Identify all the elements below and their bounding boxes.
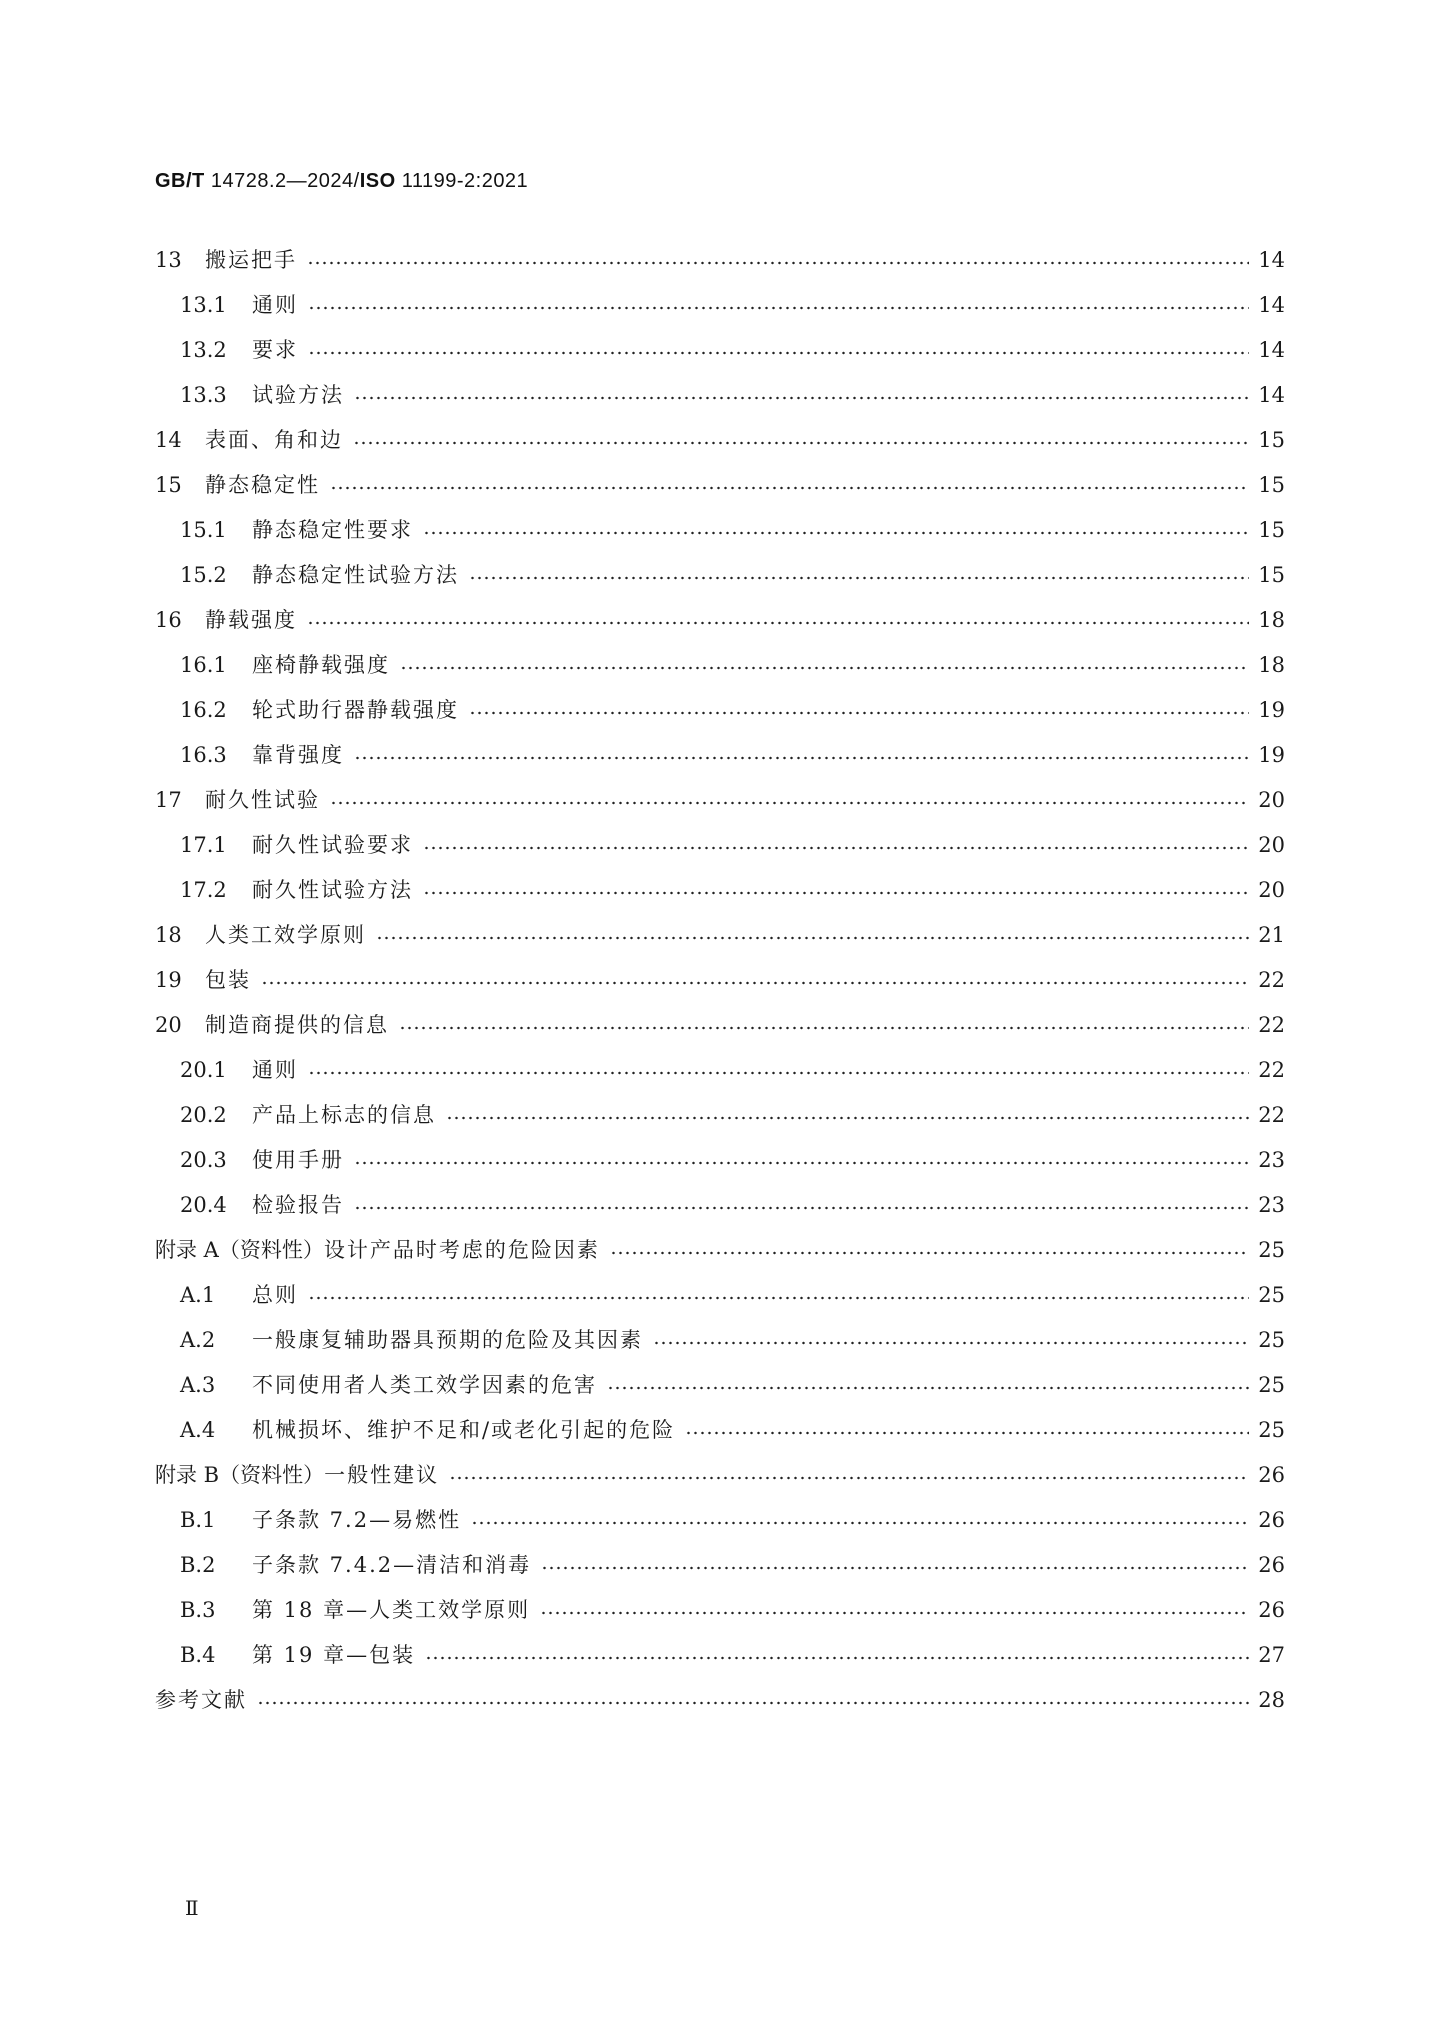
toc-leader-dots	[425, 1656, 1249, 1660]
toc-entry-number: 17.1	[180, 833, 227, 857]
toc-entry-page: 15	[1258, 563, 1285, 587]
toc-entry-title: 靠背强度	[252, 743, 344, 767]
toc-entry[interactable]	[155, 1588, 1285, 1633]
toc-entry-page: 22	[1258, 1058, 1285, 1082]
toc-entry-page: 21	[1258, 923, 1285, 947]
toc-entry[interactable]	[155, 913, 1285, 958]
toc-entry[interactable]	[155, 1633, 1285, 1678]
toc-leader-dots	[257, 1701, 1249, 1705]
toc-entry-title: 通则	[252, 1058, 298, 1082]
toc-entry-page: 14	[1258, 293, 1285, 317]
toc-entry[interactable]	[155, 1453, 1285, 1498]
toc-entry-title: 一般康复辅助器具预期的危险及其因素	[252, 1328, 643, 1352]
toc-entry[interactable]	[155, 1363, 1285, 1408]
toc-leader-dots	[469, 576, 1249, 580]
standard-number: 14728.2—2024/	[210, 170, 360, 192]
toc-entry[interactable]	[155, 1678, 1285, 1723]
table-of-contents	[155, 238, 1285, 1723]
toc-entry-title: 机械损坏、维护不足和/或老化引起的危险	[252, 1418, 676, 1442]
toc-entry-title: 总则	[252, 1283, 298, 1307]
toc-entry-number: 14	[155, 428, 182, 452]
toc-entry[interactable]	[155, 733, 1285, 778]
toc-entry-page: 22	[1258, 968, 1285, 992]
toc-leader-dots	[400, 666, 1249, 670]
toc-leader-dots	[354, 756, 1249, 760]
toc-leader-dots	[354, 1161, 1249, 1165]
toc-entry-number: 20.1	[180, 1058, 227, 1082]
toc-entry[interactable]	[155, 328, 1285, 373]
toc-leader-dots	[330, 801, 1249, 805]
toc-entry-page: 26	[1258, 1463, 1285, 1487]
toc-leader-dots	[471, 1521, 1249, 1525]
toc-entry-title: 通则	[252, 293, 298, 317]
toc-entry-title: 检验报告	[252, 1193, 344, 1217]
toc-entry-title: 子条款 7.4.2—清洁和消毒	[252, 1553, 532, 1577]
toc-entry-number: 13.2	[180, 338, 227, 362]
toc-entry[interactable]	[155, 373, 1285, 418]
toc-entry-title: 耐久性试验要求	[252, 833, 413, 857]
toc-entry-number: 13.1	[180, 293, 227, 317]
toc-entry[interactable]	[155, 238, 1285, 283]
toc-leader-dots	[376, 936, 1249, 940]
toc-entry[interactable]	[155, 1498, 1285, 1543]
toc-entry[interactable]	[155, 553, 1285, 598]
toc-entry-title: 耐久性试验	[205, 788, 320, 812]
toc-entry[interactable]	[155, 1003, 1285, 1048]
toc-entry-title: 静态稳定性要求	[252, 518, 413, 542]
toc-entry-title: 静态稳定性试验方法	[252, 563, 459, 587]
toc-entry[interactable]	[155, 1048, 1285, 1093]
toc-entry[interactable]	[155, 508, 1285, 553]
toc-entry-title: 耐久性试验方法	[252, 878, 413, 902]
toc-leader-dots	[399, 1026, 1249, 1030]
toc-entry-page: 28	[1258, 1688, 1285, 1712]
toc-entry-title: 包装	[205, 968, 251, 992]
toc-entry-title: 座椅静载强度	[252, 653, 390, 677]
toc-leader-dots	[610, 1251, 1249, 1255]
toc-entry-number: 13	[155, 248, 182, 272]
page-number: Ⅱ	[185, 1896, 199, 1920]
toc-entry-title: 表面、角和边	[205, 428, 343, 452]
toc-entry[interactable]	[155, 1543, 1285, 1588]
toc-entry-number: A.3	[180, 1373, 216, 1397]
toc-entry-title: 静态稳定性	[205, 473, 320, 497]
toc-entry-page: 25	[1258, 1283, 1285, 1307]
toc-entry[interactable]	[155, 463, 1285, 508]
toc-entry-page: 26	[1258, 1598, 1285, 1622]
iso-label: ISO	[359, 170, 396, 192]
toc-entry-number: 15.1	[180, 518, 227, 542]
toc-leader-dots	[307, 621, 1249, 625]
toc-leader-dots	[261, 981, 1249, 985]
toc-entry-page: 20	[1258, 788, 1285, 812]
toc-leader-dots	[607, 1386, 1249, 1390]
toc-entry[interactable]	[155, 868, 1285, 913]
toc-entry-page: 25	[1258, 1328, 1285, 1352]
toc-entry[interactable]	[155, 823, 1285, 868]
toc-leader-dots	[308, 1071, 1249, 1075]
toc-entry[interactable]	[155, 1228, 1285, 1273]
toc-entry-number: 20.2	[180, 1103, 227, 1127]
toc-entry-page: 14	[1258, 338, 1285, 362]
toc-entry-number: 附录 A（资料性）	[155, 1238, 324, 1262]
toc-leader-dots	[446, 1116, 1249, 1120]
toc-leader-dots	[540, 1611, 1249, 1615]
toc-entry-title: 设计产品时考虑的危险因素	[323, 1238, 600, 1262]
toc-leader-dots	[423, 891, 1249, 895]
toc-entry-number: 16.1	[180, 653, 227, 677]
toc-leader-dots	[685, 1431, 1249, 1435]
toc-entry[interactable]	[155, 1318, 1285, 1363]
toc-entry-page: 23	[1258, 1193, 1285, 1217]
toc-entry-number: 13.3	[180, 383, 227, 407]
toc-leader-dots	[307, 261, 1249, 265]
toc-entry-number: 16.3	[180, 743, 227, 767]
toc-entry-title: 第 18 章—人类工效学原则	[252, 1598, 531, 1622]
toc-entry-title: 人类工效学原则	[205, 923, 366, 947]
toc-entry[interactable]	[155, 958, 1285, 1003]
toc-entry-page: 14	[1258, 248, 1285, 272]
toc-entry-number: 20	[155, 1013, 182, 1037]
standard-header	[155, 170, 528, 193]
toc-entry-number: A.2	[180, 1328, 216, 1352]
toc-entry-page: 18	[1258, 653, 1285, 677]
toc-leader-dots	[354, 1206, 1249, 1210]
toc-entry-page: 20	[1258, 833, 1285, 857]
toc-leader-dots	[354, 396, 1249, 400]
toc-entry-number: 18	[155, 923, 182, 947]
toc-entry-title: 试验方法	[252, 383, 344, 407]
toc-entry-title: 参考文献	[155, 1688, 247, 1712]
toc-entry-title: 产品上标志的信息	[252, 1103, 436, 1127]
toc-entry-number: 16.2	[180, 698, 227, 722]
toc-leader-dots	[423, 531, 1249, 535]
toc-entry-page: 25	[1258, 1238, 1285, 1262]
toc-entry[interactable]	[155, 283, 1285, 328]
toc-entry-page: 18	[1258, 608, 1285, 632]
toc-entry-page: 19	[1258, 743, 1285, 767]
toc-entry[interactable]	[155, 778, 1285, 823]
toc-leader-dots	[308, 306, 1249, 310]
toc-entry-title: 第 19 章—包装	[252, 1643, 416, 1667]
toc-entry-number: 15.2	[180, 563, 227, 587]
toc-entry-page: 26	[1258, 1553, 1285, 1577]
toc-leader-dots	[653, 1341, 1249, 1345]
toc-entry-number: 15	[155, 473, 182, 497]
standard-code: GB/T	[155, 170, 205, 192]
toc-entry-page: 20	[1258, 878, 1285, 902]
iso-number: 11199-2:2021	[401, 170, 529, 192]
toc-entry-page: 15	[1258, 518, 1285, 542]
toc-entry[interactable]	[155, 1183, 1285, 1228]
toc-leader-dots	[423, 846, 1249, 850]
toc-entry-title: 使用手册	[252, 1148, 344, 1172]
toc-entry-number: B.1	[180, 1508, 216, 1532]
toc-entry[interactable]	[155, 418, 1285, 463]
toc-entry-title: 子条款 7.2—易燃性	[252, 1508, 462, 1532]
toc-entry[interactable]	[155, 1093, 1285, 1138]
toc-entry[interactable]	[155, 643, 1285, 688]
toc-entry[interactable]	[155, 688, 1285, 733]
toc-entry-number: A.4	[180, 1418, 216, 1442]
toc-entry-page: 22	[1258, 1013, 1285, 1037]
toc-entry-number: 20.4	[180, 1193, 227, 1217]
toc-entry[interactable]	[155, 1408, 1285, 1453]
toc-entry-title: 要求	[252, 338, 298, 362]
toc-entry[interactable]	[155, 1273, 1285, 1318]
toc-entry-title: 一般性建议	[324, 1463, 440, 1487]
toc-leader-dots	[353, 441, 1249, 445]
toc-entry-title: 不同使用者人类工效学因素的危害	[252, 1373, 597, 1397]
toc-entry-number: 17	[155, 788, 182, 812]
toc-entry-page: 26	[1258, 1508, 1285, 1532]
toc-leader-dots	[308, 351, 1249, 355]
toc-entry-page: 15	[1258, 428, 1285, 452]
toc-entry-number: B.3	[180, 1598, 216, 1622]
toc-leader-dots	[541, 1566, 1249, 1570]
toc-leader-dots	[449, 1476, 1249, 1480]
toc-entry-page: 15	[1258, 473, 1285, 497]
toc-entry-number: B.2	[180, 1553, 216, 1577]
toc-entry[interactable]	[155, 598, 1285, 643]
toc-entry-number: 20.3	[180, 1148, 227, 1172]
toc-entry-number: 附录 B（资料性）	[155, 1463, 325, 1487]
toc-entry-number: 16	[155, 608, 182, 632]
toc-entry-page: 14	[1258, 383, 1285, 407]
toc-entry-number: 17.2	[180, 878, 227, 902]
toc-leader-dots	[308, 1296, 1249, 1300]
toc-entry-title: 制造商提供的信息	[205, 1013, 389, 1037]
toc-entry-page: 25	[1258, 1418, 1285, 1442]
toc-leader-dots	[330, 486, 1249, 490]
toc-entry-page: 22	[1258, 1103, 1285, 1127]
toc-entry-title: 搬运把手	[205, 248, 297, 272]
toc-entry-number: 19	[155, 968, 182, 992]
toc-entry-number: A.1	[180, 1283, 216, 1307]
toc-entry-title: 轮式助行器静载强度	[252, 698, 459, 722]
toc-entry-page: 19	[1258, 698, 1285, 722]
toc-entry-title: 静载强度	[205, 608, 297, 632]
toc-entry-page: 25	[1258, 1373, 1285, 1397]
toc-entry-number: B.4	[180, 1643, 216, 1667]
toc-entry-page: 23	[1258, 1148, 1285, 1172]
toc-entry[interactable]	[155, 1138, 1285, 1183]
toc-entry-page: 27	[1258, 1643, 1285, 1667]
toc-leader-dots	[469, 711, 1249, 715]
